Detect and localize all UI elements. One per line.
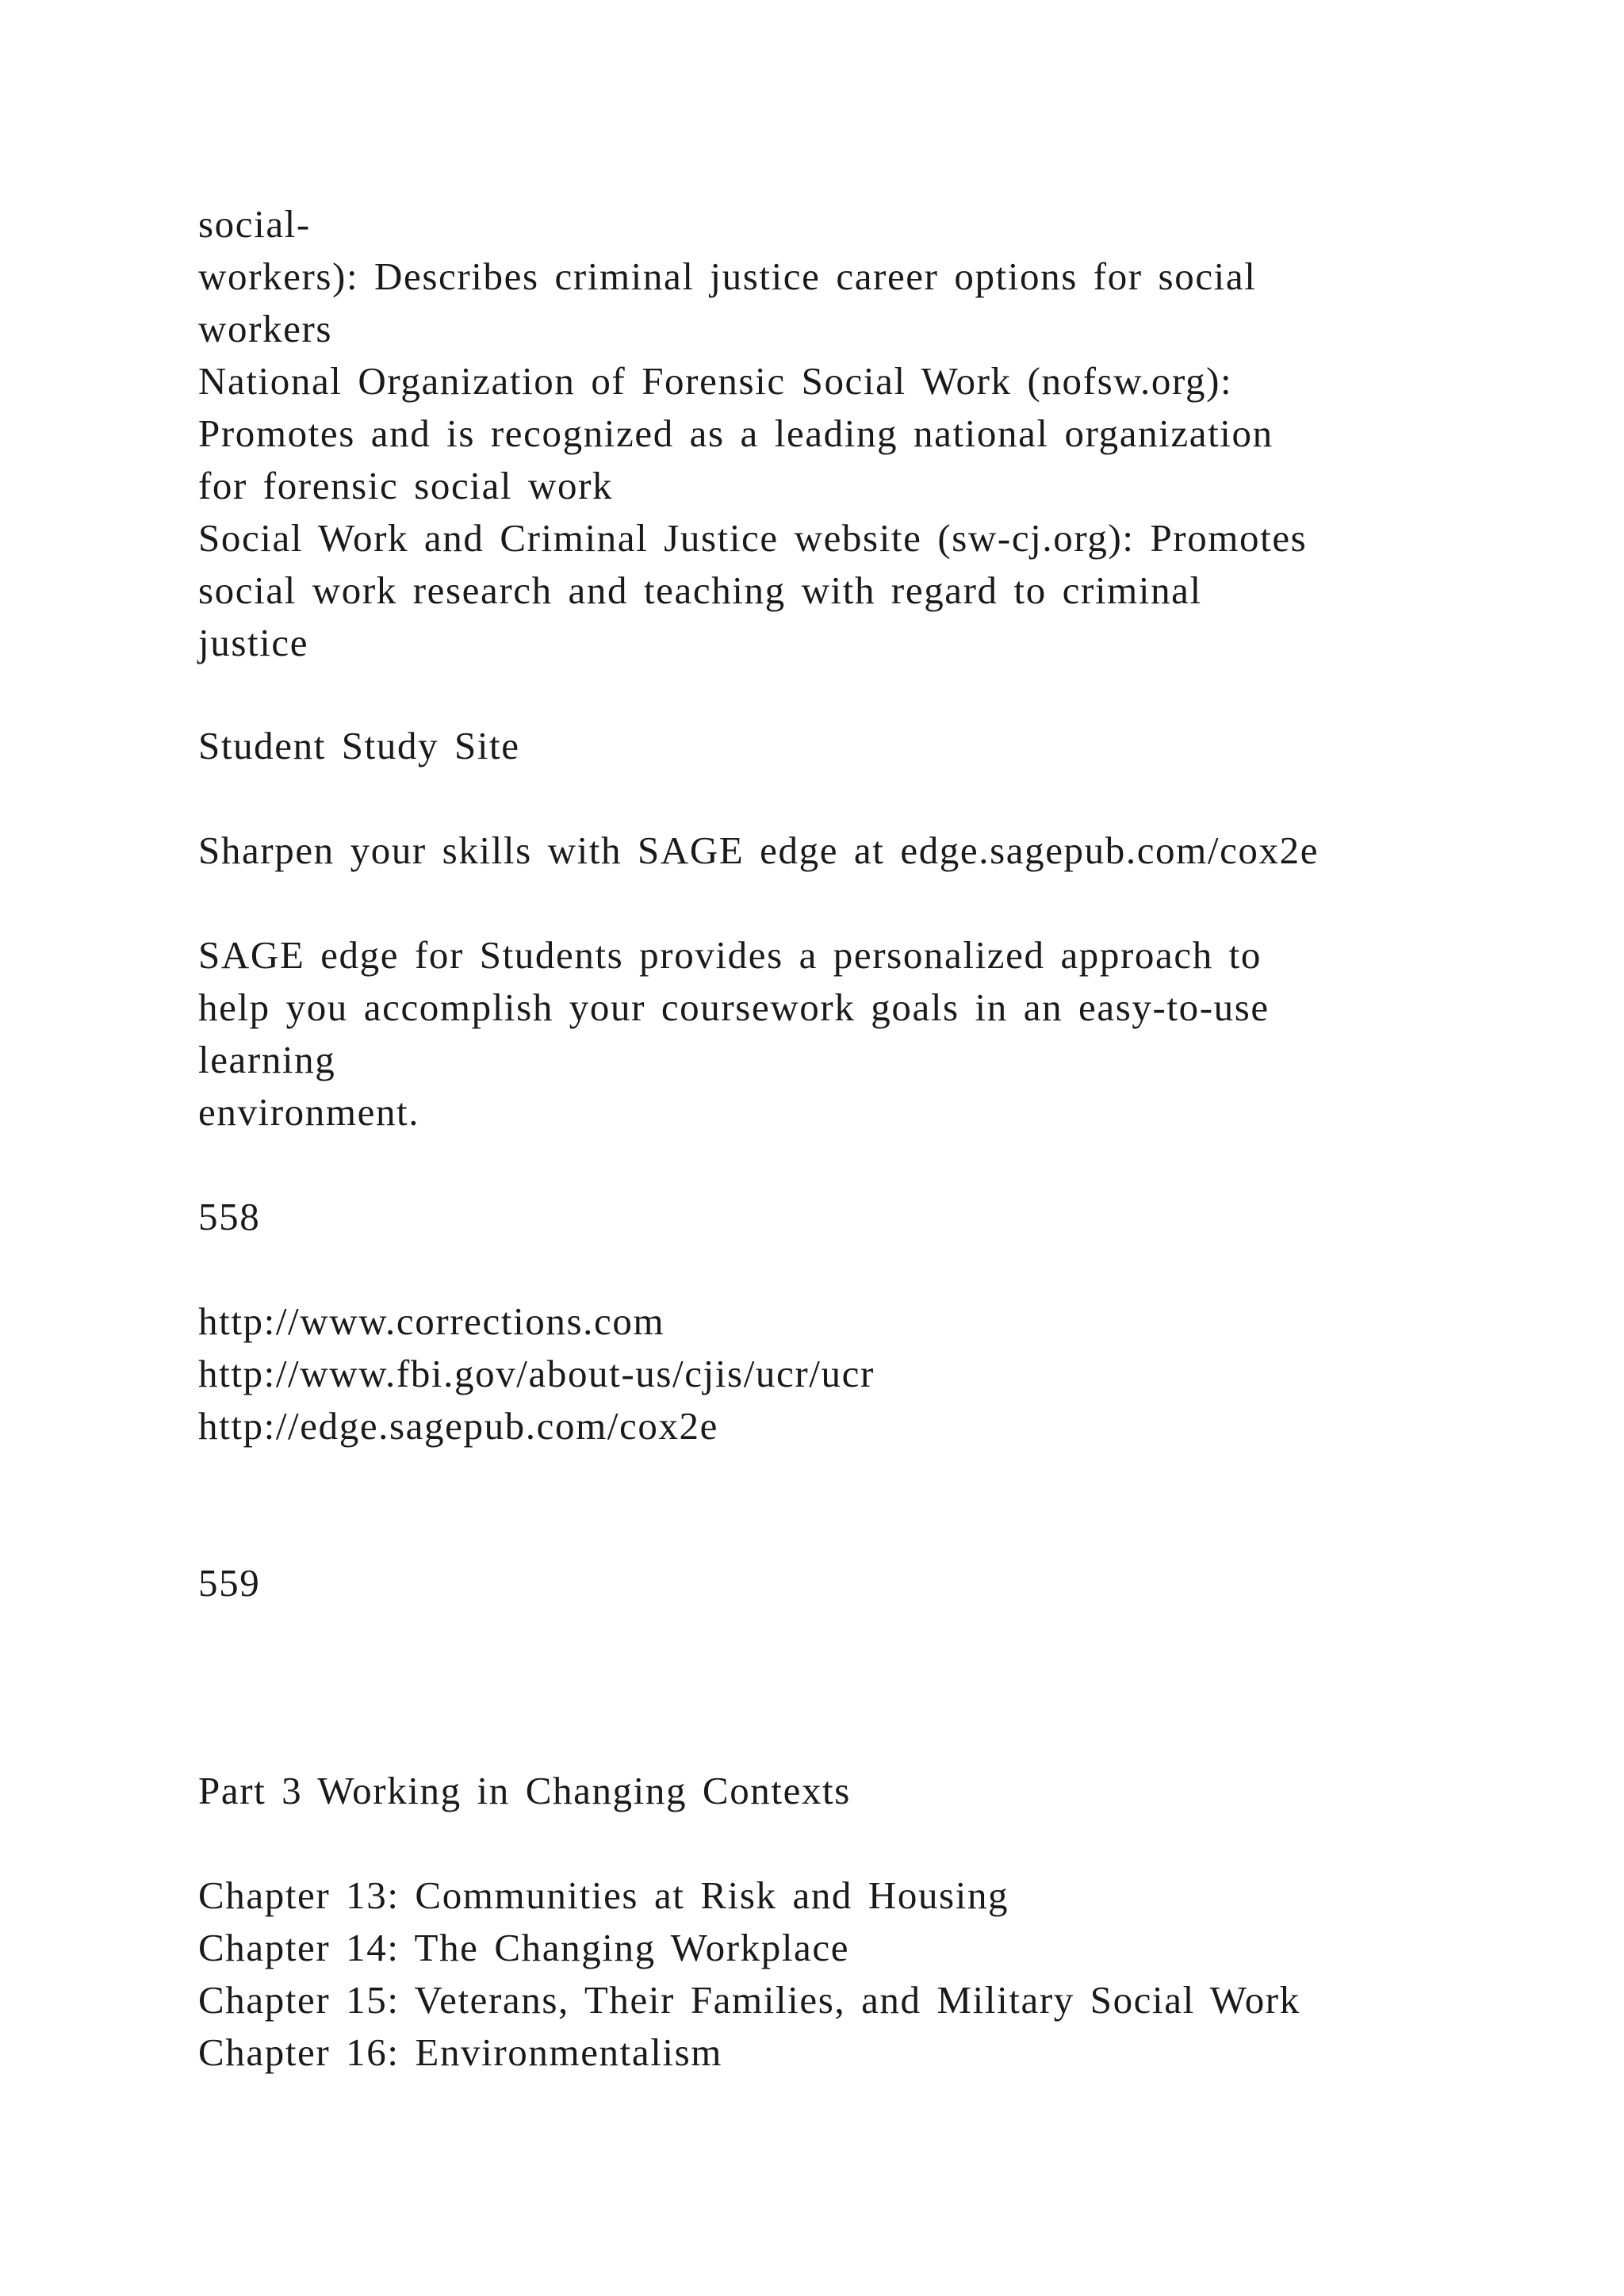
text-line: justice bbox=[198, 621, 309, 664]
text-line: workers bbox=[198, 307, 333, 350]
part-heading: Part 3 Working in Changing Contexts bbox=[198, 1769, 851, 1812]
text-line: Sharpen your skills with SAGE edge at edge.sagepub.com/cox2e bbox=[198, 828, 1320, 872]
text-line: environment. bbox=[198, 1090, 420, 1134]
url-line: http://edge.sagepub.com/cox2e bbox=[198, 1404, 719, 1448]
text-line: social work research and teaching with regard to criminal bbox=[198, 568, 1202, 612]
text-line: Promotes and is recognized as a leading national organization bbox=[198, 411, 1274, 455]
page-number: 558 bbox=[198, 1195, 261, 1238]
text-line: help you accomplish your coursework goals in an easy-to-use bbox=[198, 985, 1270, 1029]
text-line: National Organization of Forensic Social Work (nofsw.org): bbox=[198, 359, 1233, 403]
chapter-entry: Chapter 15: Veterans, Their Families, and Military Social Work bbox=[198, 1978, 1300, 2022]
chapter-entry: Chapter 14: The Changing Workplace bbox=[198, 1926, 850, 1969]
url-line: http://www.corrections.com bbox=[198, 1299, 665, 1343]
text-line: social- bbox=[198, 202, 311, 246]
text-line: workers): Describes criminal justice career options for social bbox=[198, 254, 1257, 298]
text-line: SAGE edge for Students provides a personalized approach to bbox=[198, 933, 1262, 977]
section-heading: Student Study Site bbox=[198, 724, 520, 767]
chapter-entry: Chapter 13: Communities at Risk and Housing bbox=[198, 1873, 1009, 1917]
text-line: for forensic social work bbox=[198, 464, 614, 507]
text-line: Social Work and Criminal Justice website (sw-cj.org): Promotes bbox=[198, 516, 1308, 560]
chapter-entry: Chapter 16: Environmentalism bbox=[198, 2030, 723, 2074]
url-line: http://www.fbi.gov/about-us/cjis/ucr/ucr bbox=[198, 1352, 875, 1395]
text-line: learning bbox=[198, 1038, 336, 1081]
page-number: 559 bbox=[198, 1561, 261, 1605]
